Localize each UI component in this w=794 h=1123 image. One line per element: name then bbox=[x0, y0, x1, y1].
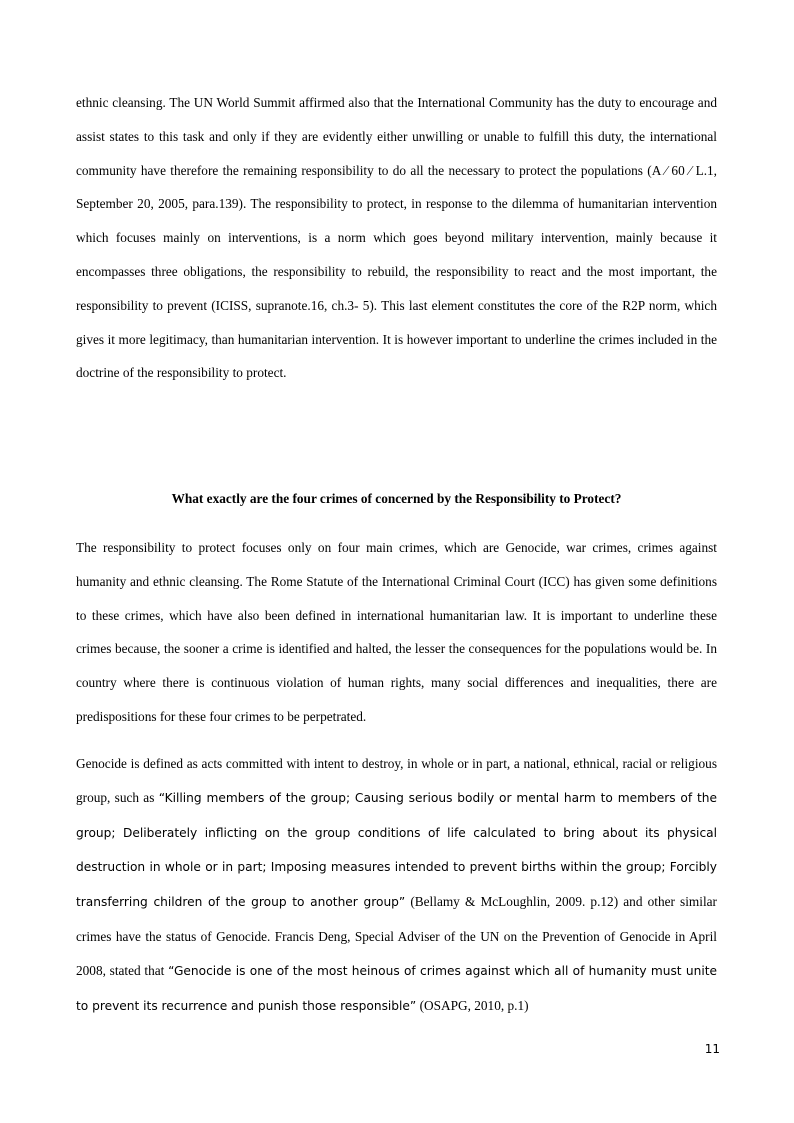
body-paragraph-four-crimes: The responsibility to protect focuses only on four main crimes, which are Genocide, war crimes, crimes against humanity and ethnic cleansing. The Rome Statute of the International Criminal Court (ICC) has given some definitions to these crimes, which have also been defined in international humanitarian law. It is important to underline these crimes because, the sooner a crime is identified and halted, the lesser the consequences for the populations would be. In country where there is continuous violation of human rights, many social differences and inequalities, there are predispositions for these four crimes to be perpetrated. bbox=[76, 540, 717, 724]
osapg-citation: (OSAPG, 2010, p.1) bbox=[416, 997, 529, 1013]
genocide-definition-middle: (Bellamy & McLoughlin, 2009. p.12) and other similar crimes have the status of Genocide. Francis Deng, Special Adviser of the UN on the Prevention of Genocide in April 2008, stated that bbox=[76, 894, 717, 978]
deng-quote: “Genocide is one of the most heinous of crimes against which all of humanity must unite to prevent its recurrence and punish those responsible” bbox=[76, 963, 717, 1013]
section-heading: What exactly are the four crimes of concerned by the Responsibility to Protect? bbox=[171, 491, 622, 506]
body-paragraph-r2p-summit: ethnic cleansing. The UN World Summit affirmed also that the International Community has the duty to encourage and assist states to this task and only if they are evidently either unwilling or unable to fulfill this duty, the international community have therefore the remaining responsibility to do all the necessary to protect the populations (A ⁄ 60 ⁄ L.1, September 20, 2005, para.139). The responsibility to protect, in response to the dilemma of humanitarian intervention which focuses mainly on interventions, is a norm which goes beyond military intervention, mainly because it encompasses three obligations, the responsibility to rebuild, the responsibility to react and the most important, the responsibility to prevent (ICISS, supranote.16, ch.3- 5). This last element constitutes the core of the R2P norm, which gives it more legitimacy, than humanitarian intervention. It is however important to underline the crimes included in the doctrine of the responsibility to protect. bbox=[76, 95, 717, 381]
genocide-acts-quote: “Killing members of the group; Causing serious bodily or mental harm to members of the group; Deliberately inflicting on the group conditions of life calculated to bring about its physical destruction in whole or in part; Imposing measures intended to prevent births within the group; Forcibly transferring children of the group to another group” bbox=[76, 790, 717, 910]
page-number: 11 bbox=[704, 1042, 720, 1056]
body-paragraph-genocide bbox=[76, 747, 717, 1023]
genocide-definition-intro: Genocide is defined as acts committed with intent to destroy, in whole or in part, a national, ethnical, racial or religious group, such as bbox=[76, 756, 717, 805]
